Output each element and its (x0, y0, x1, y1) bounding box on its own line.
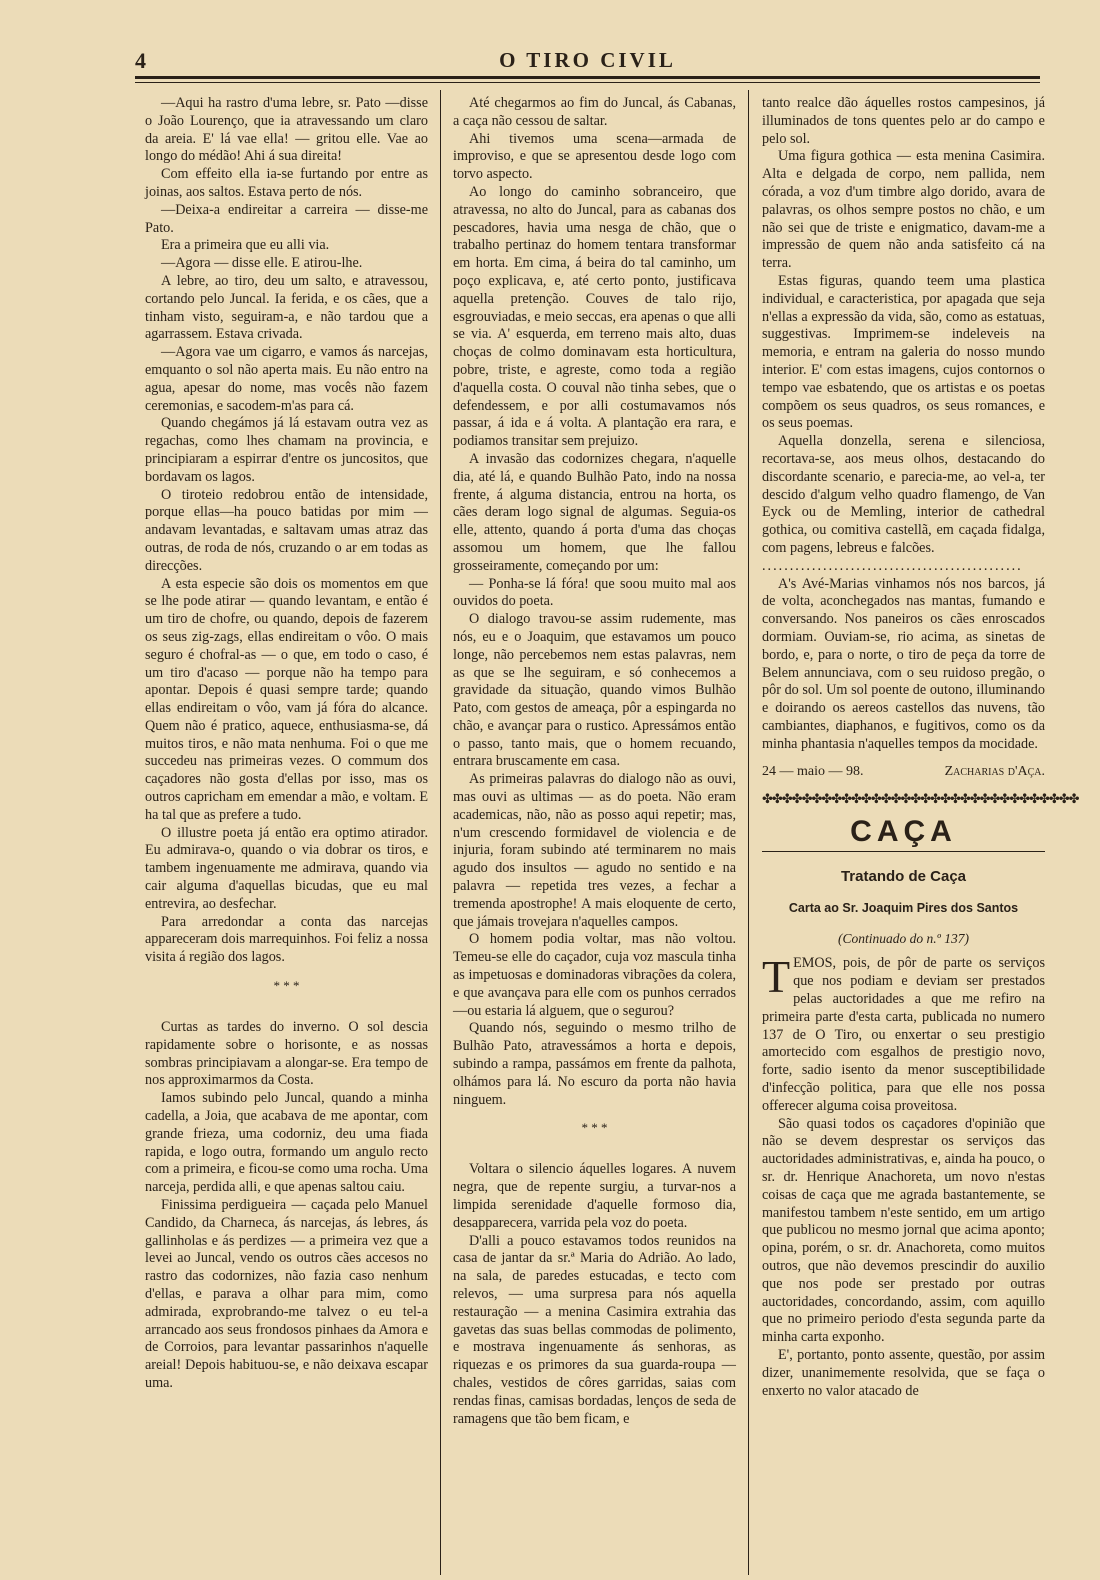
paragraph: O illustre poeta já então era optimo atirador. Eu admirava-o, quando o via dobrar os tiros, e tambem ingenuamente me admirava, quando via cair alguma d'aquellas bicudas, que eu mal entrevira, ao desfechar. (145, 824, 428, 912)
header-rule-thin (135, 82, 1040, 83)
page-number: 4 (135, 48, 146, 73)
paragraph: A esta especie são dois os momentos em que se lhe pode atirar — quando levantam, e então é um tiro de chofre, ou quando, depois de fazerem os seus zig-zags, ellas endireitam o vôo. O mais seguro é chofral-as — o que, em todo o caso, é um tiro d'acaso — porque não ha tempo para apontar. Depois é quasi sempre tarde; quando ellas endireitam o vôo, vam já fóra do alcance. Quem não é pratico, aquece, enthusiasma-se, dá muitos tiros, e não mata nenhuma. Foi o que me succedeu nas primeiras vezes. O commum dos caçadores não gosta d'ellas por isso, mas os outros capricham em emendar a mão, e voltam. E ha tal que as prefere a tudo. (145, 575, 428, 823)
paragraph: Finissima perdigueira — caçada pelo Manuel Candido, da Charneca, ás narcejas, ás lebres, ás gallinholas e ás perdizes — a primeira vez que a levei ao Juncal, vendo os outros cães accesos no rastro das codornizes, não fazia caso nenhum d'ellas, e parava a olhar para mim, como admirada, exprobrando-me talvez o eu tel-a arrancado aos seus frondosos pinhaes da Amora e de Corroios, para levantar passarinhos n'aquelle areial! Depois habituou-se, e não deixava escapar uma. (145, 1197, 428, 1391)
paragraph: —Aqui ha rastro d'uma lebre, sr. Pato —disse o João Lourenço, que ia atravessando um claro da areia. E' lá vae ella! — gritou elle. Vae ao longo do médão! Ahi á sua direita! (145, 95, 428, 165)
section-separator: * * * (581, 1120, 608, 1136)
paragraph: tanto realce dão áquelles rostos campesinos, já illuminados de tons quentes pelo ar do campo e pelo sol. (762, 95, 1045, 147)
paragraph: Ahi tivemos uma scena—armada de improviso, e que se apresentou desde logo com torvo aspecto. (453, 130, 736, 183)
paragraph: O dialogo travou-se assim rudemente, mas nós, eu e o Joaquim, que estavamos um pouco longe, não percebemos nem estas palavras, nem as que se lhe seguiram, e só conhecemos a gravidade da situação, quando vimos Bulhão Pato, com gestos de ameaça, pôr a espingarda no chão, e avançar para o rustico. Apressámos então o passo, tanto mais, que o homem recuando, entrara bruscamente em casa. (453, 611, 736, 770)
paragraph: Curtas as tardes do inverno. O sol descia rapidamente sobre o horisonte, e as nossas sombras principiavam a alongar-se. Era tempo de nos approximarmos da Costa. (145, 1019, 428, 1089)
paragraph: —Agora — disse elle. E atirou-lhe. (161, 255, 363, 272)
paragraph: Ao longo do caminho sobranceiro, que atravessa, no alto do Juncal, para as cabanas dos pescadores, havia uma nesga de chão, que o trabalho pertinaz do homem tentara transformar em horta. Em cima, á beira do tal caminho, um poço explicava, e, até certo ponto, justificava aquella pretenção. Couves de talo rijo, esgrouviadas, e meio seccas, era apenas o que alli se via. A' esquerda, em terreno mais alto, duas choças de colmo dominavam esta horticultura, pobre, triste, e agreste, como toda a região d'aquella costa. O couval não tinha sebes, que o defendessem, e por alli costumavamos nós passar, á ida e á volta. A plantação era rara, e podiamos transitar sem prejuizo. (453, 183, 736, 450)
section-rule (762, 851, 1045, 852)
paragraph: Quando chegámos já lá estavam outra vez as regachas, como lhes chamam na provincia, e principiaram a espirrar d'entre os juncositos, que bordavam os lagos. (145, 415, 428, 485)
paragraph: E', portanto, ponto assente, questão, por assim dizer, unanimemente resolvida, que se faça o enxerto no valor atacado de (762, 1347, 1045, 1399)
paragraph: As primeiras palavras do dialogo não as ouvi, mas ouvi as ultimas — as do poeta. Não eram academicas, não, não as posso aqui repetir; mas, n'um crescendo formidavel de violencia e de injuria, foram subindo até terminarem no mais agudo dos insultos — agudo no sentido e na palavra — repetida tres vezes, a fechar a tremenda apostrophe! A mais eloquente de certo, que jámais trovejara n'aquelles campos. (453, 771, 736, 930)
paragraph: São quasi todos os caçadores d'opinião que não se devem desprestar os serviços das auctoridades administrativas, e, ainda ha pouco, o sr. dr. Henrique Anachoreta, um novo n'estas coisas de caça que me agrada bastantemente, se manifestou tambem n'este sentido, em um artigo que publicou no mesmo jornal que acima aponto; opina, porém, o sr. dr. Anachoreta, como muitos outros, que não devemos prescindir do auxilio que nos pode ser prestado por outras auctoridades, concordando, assim, com aquillo que no primeiro periodo d'esta segunda parte da minha carta exponho. (762, 1115, 1045, 1346)
header-rule-thick (135, 76, 1040, 79)
paragraph: A lebre, ao tiro, deu um salto, e atravessou, cortando pelo Juncal. Ia ferida, e os cães, que a tinham visto, seguiram-a, e não tardou que a agarrassem. Estava crivada. (145, 272, 428, 343)
paragraph: Aquella donzella, serena e silenciosa, recortava-se, aos meus olhos, destacando do discordante scenario, e parecia-me, ao vel-a, ter descido d'algum velho quadro flamengo, de Van Eyck ou de Memling, interior de cathedral gothica, ou comitiva castellã, em caçada fidalga, com pagens, lebreus e falcões. (762, 433, 1045, 556)
paragraph-text: EMOS, pois, de pôr de parte os serviços que nos podiam e deviam ser prestados pelas auctoridades a que me refiro na primeira parte d'esta carta, publicada no numero 137 de O Tiro, ou enxertar o seu prestigio amortecido com esgalhos de prestigio novo, forte, sadio isento da menor susceptibilidade d'infecção politica, para que elle nos possa offerecer alguma coisa proveitosa. (762, 955, 1045, 1114)
paragraph: Era a primeira que eu alli via. (161, 237, 330, 254)
article-date: 24 — maio — 98. (762, 764, 864, 780)
paragraph: A's Avé-Marias vinhamos nós nos barcos, já de volta, aconchegados nas mantas, fumando e conversando. Nos paneiros os cães enroscados dormiam. Ouviam-se, rio acima, as sinetas de bordo, e, para o norte, o tiro de peça da torre de Belem annunciava, com o seu ruidoso pregão, o pôr do sol. Um sol poente de outono, illuminando e doirando os aereos castellos das nuvens, tão cambiantes, diaphanos, e fugitivos, como os da minha phantasia n'aquelles tempos da mocidade. (762, 575, 1045, 752)
continuation-note: (Continuado do n.º 137) (838, 930, 969, 946)
paragraph (762, 951, 1045, 1115)
paragraph: O homem podia voltar, mas não voltou. Temeu-se elle do caçador, cuja voz mascula tinha as impetuosas e dominadoras vibrações da colera, e que avançava para elle com os punhos cerrados—ou estaria lá alguem, que o segurou? (453, 931, 736, 1019)
paragraph: O tiroteio redobrou então de intensidade, porque ellas—ha pouco batidas por mim — andavam levantadas, e saltavam umas atraz das outras, de roda de nós, cruzando o ar em todas as direcções. (145, 486, 428, 574)
paragraph: A invasão das codornizes chegara, n'aquelle dia, até lá, e quando Bulhão Pato, indo na nossa frente, á alguma distancia, entrou na horta, os cães deram logo signal de algumas. Seguia-os elle, attento, quando á porta d'uma das choças assomou um homem, que lhe fallou grosseiramente, começando por um: (453, 450, 736, 574)
paragraph: Iamos subindo pelo Juncal, quando a minha cadella, a Joia, que acabava de me apontar, com grande frieza, uma codorniz, deu uma fiada rapida, e logo outra, formando um angulo recto com a primeira, e ficou-se como uma rocha. Uma narceja, perdida alli, e que apenas saltou caiu. (145, 1090, 428, 1196)
column-divider (748, 90, 749, 1575)
paragraph: Estas figuras, quando teem uma plastica individual, e caracteristica, por apagada que seja n'ellas a expressão da vida, são, como as estatuas, suggestivas. Imprimem-se indeleveis na memoria, e entram na galeria do nosso mundo interior. E' com estas imagens, cujos contornos o tempo vae esbatendo, que os artistas e os poetas compõem os seus quadros, os seus romances, e os seus poemas. (762, 272, 1045, 432)
drop-cap: T (762, 951, 791, 1003)
paragraph: Até chegarmos ao fim do Juncal, ás Cabanas, a caça não cessou de saltar. (453, 95, 736, 129)
article-title: Tratando de Caça (840, 868, 967, 886)
paragraph: Quando nós, seguindo o mesmo trilho de Bulhão Pato, atravessámos a horta e depois, subindo a rampa, passámos em frente da palhota, olhámos para lá. No escuro da porta não havia ninguem. (453, 1020, 736, 1108)
page-header (135, 40, 1040, 88)
paragraph: Para arredondar a conta das narcejas appareceram dois marrequinhos. Foi feliz a nossa visita á região dos lagos. (145, 913, 428, 966)
column-divider (440, 90, 441, 1575)
dotted-separator: ............................................... (762, 557, 1023, 574)
column-3 (762, 95, 1079, 1400)
signature-line (762, 763, 1045, 781)
newspaper-title: O TIRO CIVIL (499, 48, 676, 72)
paragraph: — Ponha-se lá fóra! que soou muito mal aos ouvidos do poeta. (453, 575, 736, 610)
column-2 (453, 95, 736, 1428)
article-subtitle: Carta ao Sr. Joaquim Pires dos Santos (788, 900, 1019, 915)
section-title: CAÇA (850, 815, 957, 849)
paragraph: —Agora vae um cigarro, e vamos ás narcejas, emquanto o sol não aperta mais. Eu não entro na agua, apesar do nome, mas vocês não fazem ceremonias, e sacodem-m'as para cá. (145, 344, 428, 414)
paragraph: Uma figura gothica — esta menina Casimira. Alta e delgada de corpo, nem pallida, nem córada, a voz d'um timbre algo dorido, avara de palavras, os olhos sempre postos no chão, e um não sei que de triste e enigmatico, davam-me a impressão de quem não anda satisfeito cá na terra. (762, 148, 1045, 272)
paragraph: —Deixa-a endireitar a carreira — disse-me Pato. (145, 201, 428, 236)
column-1 (145, 95, 428, 1393)
paragraph: Com effeito ella ia-se furtando por entre as joinas, aos saltos. Estava perto de nós. (145, 166, 428, 200)
article-author: Zacharias d'Aça. (944, 764, 1045, 780)
paragraph: Voltara o silencio áquelles logares. A nuvem negra, que de repente surgiu, a turvar-nos a limpida serenidade d'aquelle formoso dia, desapparecera, varrida pela voz do poeta. (453, 1161, 736, 1231)
paragraph: D'alli a pouco estavamos todos reunidos na casa de jantar da sr.ª Maria do Adrião. Ao lado, na sala, de paredes estucadas, e tecto com relevos, — uma surpresa para nós aquella restauração — a menina Casimira extrahia das gavetas das suas bellas commodas de polimento, e mostrava ingenuamente ás senhoras, as riquezas e os primores da sua guarda-roupa — chales, vestidos de côres garridas, saias com rendas finas, camisas bordadas, lenços de seda de ramagens que tão bem ficam, e (453, 1232, 736, 1427)
section-separator: * * * (273, 978, 300, 994)
ornamental-border: ✤✤✤✤✤✤✤✤✤✤✤✤✤✤✤✤✤✤✤✤✤✤✤✤✤✤✤✤✤✤✤✤ (762, 791, 1079, 807)
